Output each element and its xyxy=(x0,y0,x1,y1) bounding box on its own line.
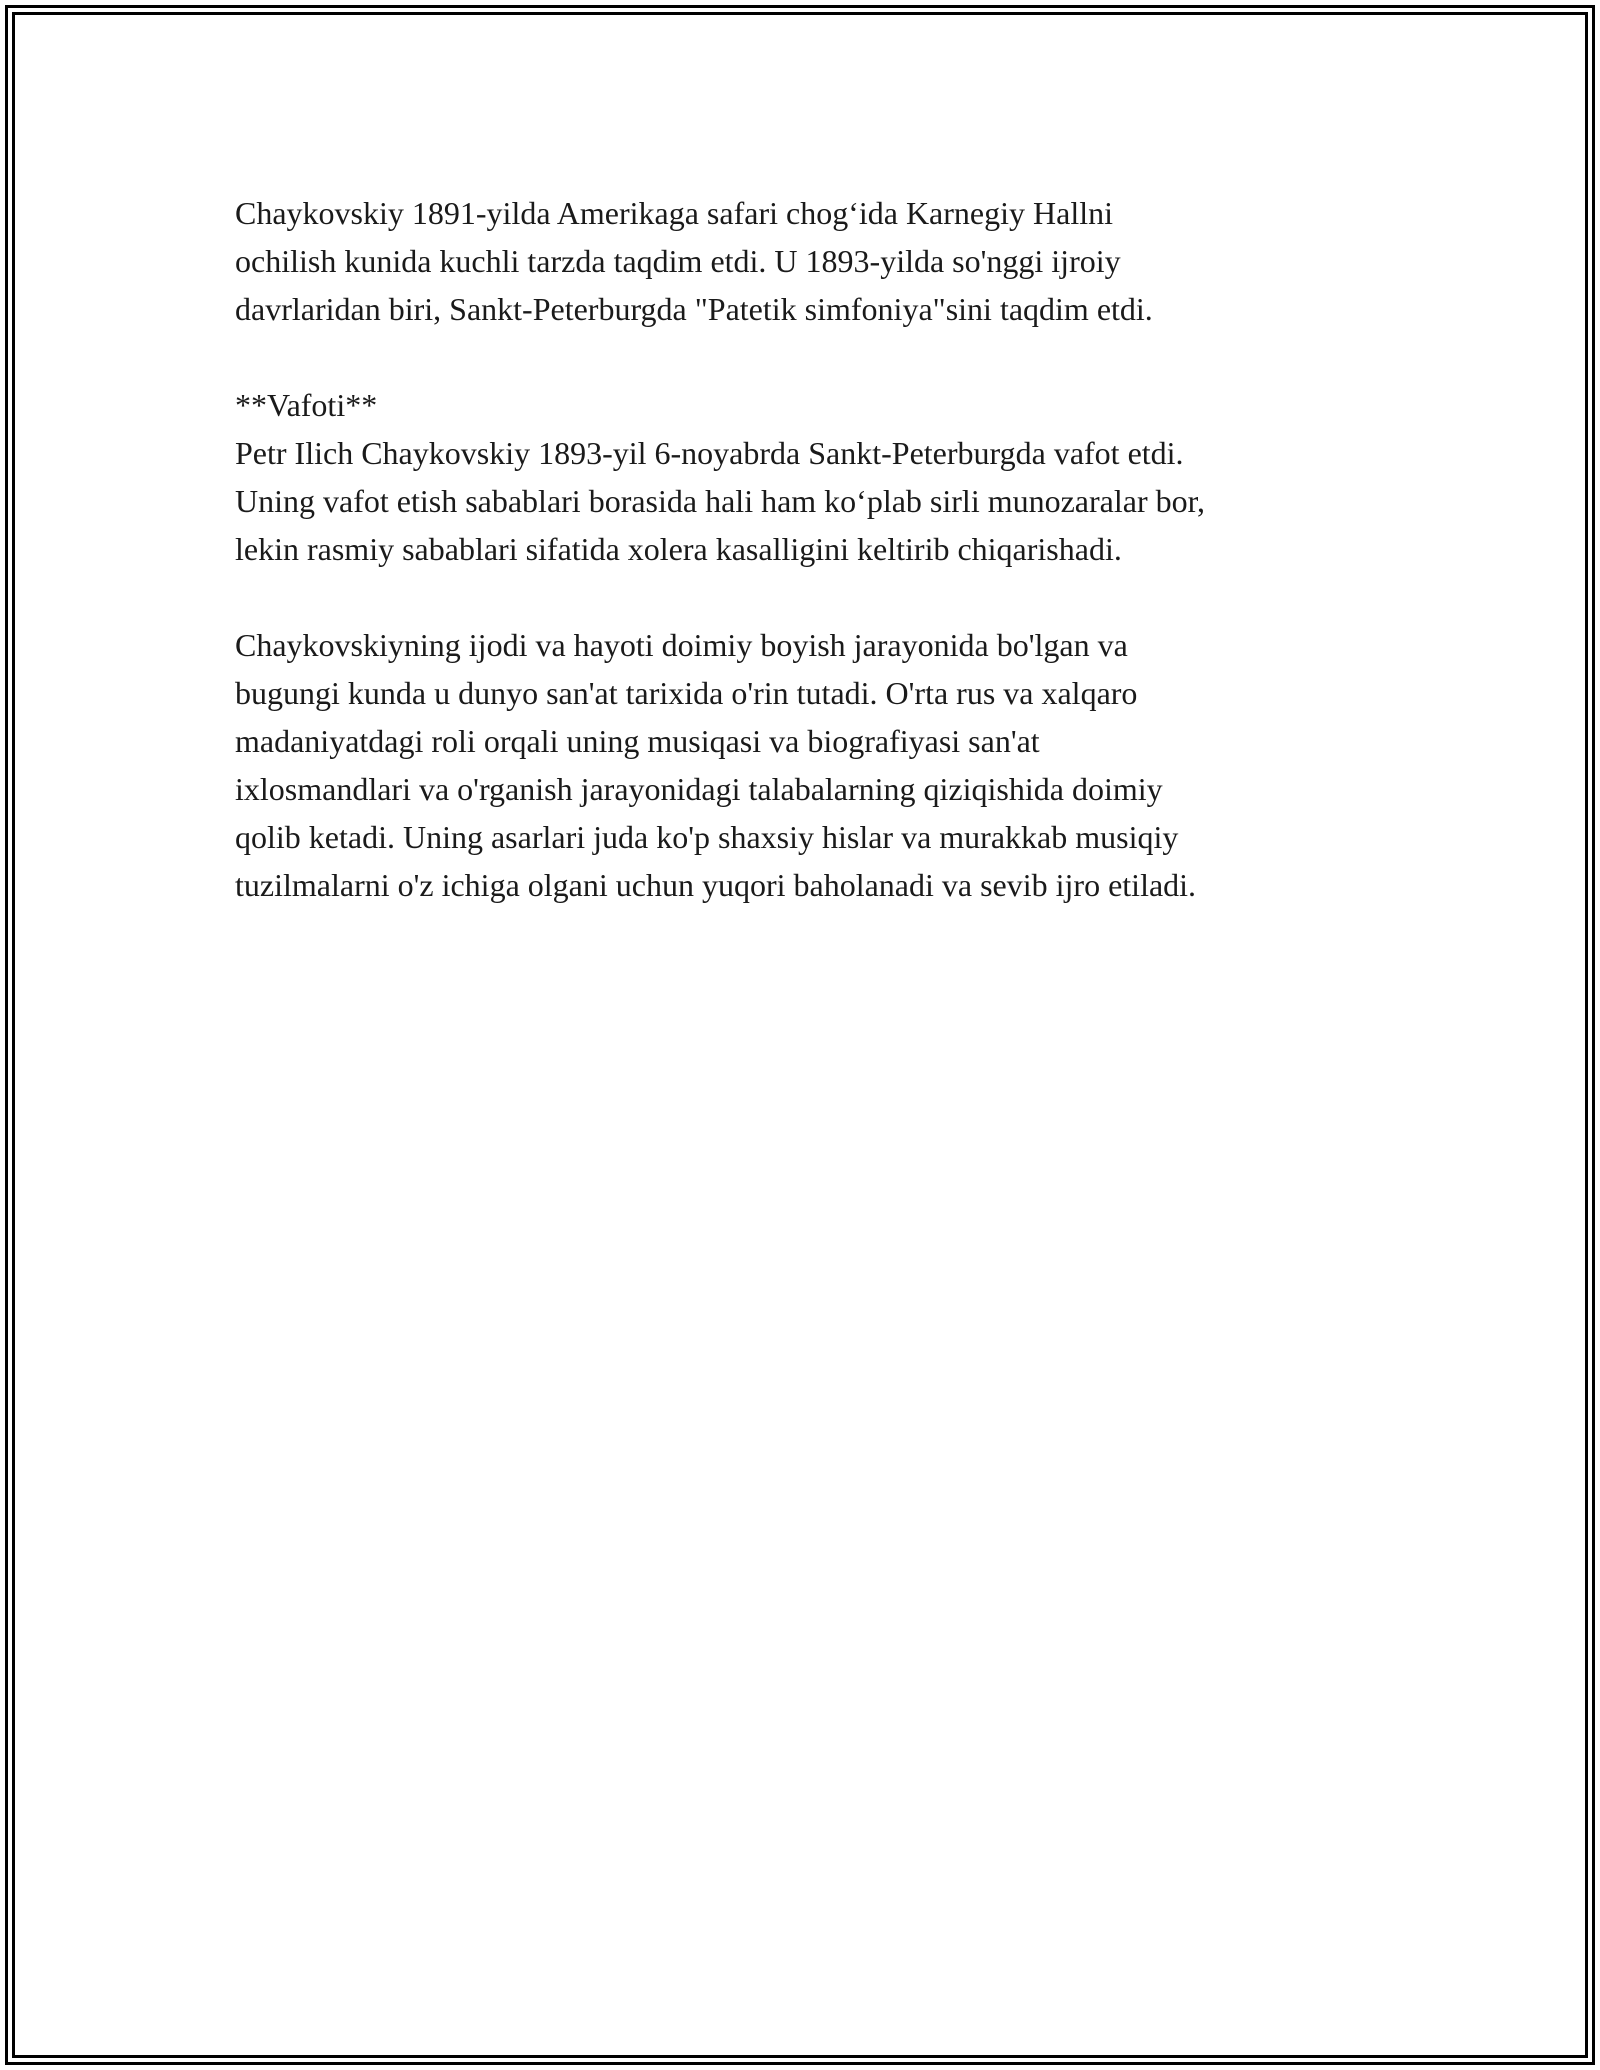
paragraph-legacy: Chaykovskiyning ijodi va hayoti doimiy boyish jarayonida bo'lgan va bugungi kunda u dunyo san'at tarixida o'rin tutadi. O'rta rus va xalqaro madaniyatdagi roli orqali uning musiqasi va biografiyasi san'at ixlosmandlari va o'rganish jarayonidagi talabalarning qiziqishida doimiy qolib ketadi. Uning asarlari juda ko'p shaxsiy hislar va murakkab musiqiy tuzilmalarni o'z ichiga olgani uchun yuqori baholanadi va sevib ijro etiladi. xyxy=(235,627,1197,903)
paragraph-death: Petr Ilich Chaykovskiy 1893-yil 6-noyabrda Sankt-Peterburgda vafot etdi. Uning vafot etish sabablari borasida hali ham ko‘plab sirli munozaralar bor, lekin rasmiy sabablari sifatida xolera kasalligini keltirib chiqarishadi. xyxy=(235,435,1205,567)
document-body xyxy=(235,189,1395,909)
paragraph-spacer xyxy=(235,573,1395,621)
paragraph-spacer xyxy=(235,333,1395,381)
paragraph-carnegie-hall: Chaykovskiy 1891-yilda Amerikaga safari chog‘ida Karnegiy Hallni ochilish kunida kuchli tarzda taqdim etdi. U 1893-yilda so'nggi ijroiy davrlaridan biri, Sankt-Peterburgda "Patetik simfoniya"sini taqdim etdi. xyxy=(235,195,1153,327)
section-heading-vafoti: **Vafoti** xyxy=(235,387,378,423)
